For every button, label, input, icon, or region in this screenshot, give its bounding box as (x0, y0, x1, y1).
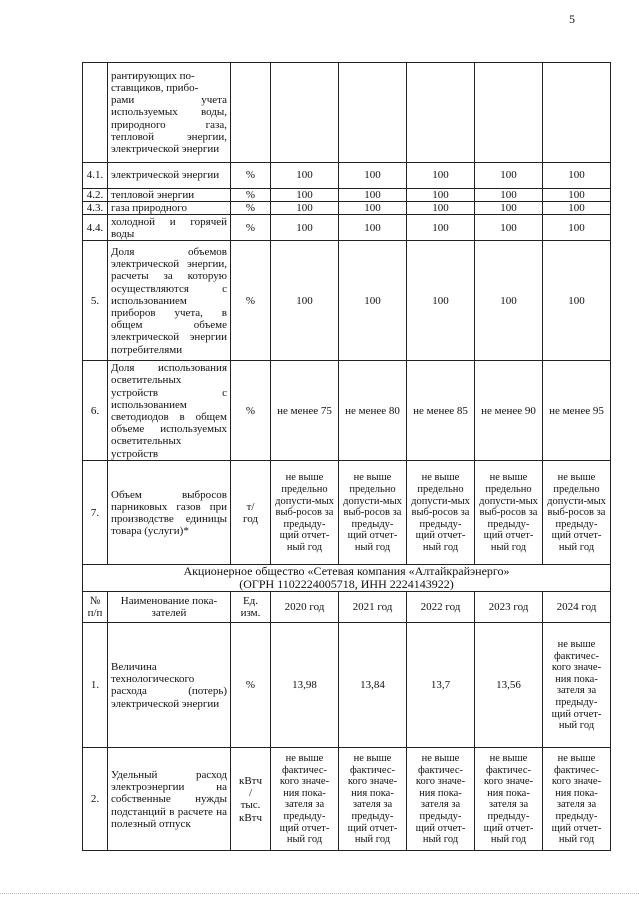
row-number: 6. (83, 361, 108, 461)
value-cell: не менее 90 (475, 361, 543, 461)
indicator-name: тепловой энергии (108, 189, 231, 202)
value-cell: 100 (271, 189, 339, 202)
value-cell: 100 (407, 163, 475, 189)
value-cell: 100 (543, 189, 611, 202)
table-row (83, 623, 611, 748)
page-number: 5 (569, 12, 575, 26)
page-edge (0, 893, 639, 894)
value-cell: не выше предельно допусти-мых выб-росов за предыду-щий отчет-ный год (475, 461, 543, 565)
value-cell (543, 63, 611, 163)
value-cell: 100 (475, 189, 543, 202)
value-cell: не выше предельно допусти-мых выб-росов за предыду-щий отчет-ный год (543, 461, 611, 565)
table-row (83, 461, 611, 565)
table-part-1 (83, 63, 611, 565)
value-cell: 100 (407, 189, 475, 202)
table-row (83, 215, 611, 241)
org-row (83, 565, 611, 592)
value-cell (475, 63, 543, 163)
table-row (83, 361, 611, 461)
value-cell: 13,84 (339, 623, 407, 748)
table-row (83, 189, 611, 202)
value-cell: 100 (271, 215, 339, 241)
row-number: 4.4. (83, 215, 108, 241)
table-part-2 (83, 623, 611, 851)
indicator-name: Доля использования осветительных устройств с использованием светодиодов в общем объеме используемых осветительных устройств (108, 361, 231, 461)
value-cell: 100 (543, 202, 611, 215)
value-cell: 100 (339, 163, 407, 189)
header-year-2022: 2022 год (407, 592, 475, 623)
indicator-name: холодной и горячей воды (108, 215, 231, 241)
value-cell: 100 (475, 215, 543, 241)
value-cell: не выше предельно допусти-мых выб-росов за предыду-щий отчет-ный год (407, 461, 475, 565)
table-row (83, 202, 611, 215)
value-cell: 13,7 (407, 623, 475, 748)
value-cell: не выше фактичес-кого значе-ния пока-зателя за предыду-щий отчет-ный год (475, 748, 543, 851)
value-cell: 100 (475, 163, 543, 189)
value-cell: не выше фактичес-кого значе-ния пока-зателя за предыду-щий отчет-ный год (407, 748, 475, 851)
unit-cell: % (231, 241, 271, 361)
value-cell: 100 (271, 163, 339, 189)
table-header-row (83, 592, 611, 623)
table-row (83, 748, 611, 851)
value-cell: 100 (271, 241, 339, 361)
value-cell: 100 (475, 202, 543, 215)
value-cell (339, 63, 407, 163)
value-cell: не выше фактичес-кого значе-ния пока-зателя за предыду-щий отчет-ный год (271, 748, 339, 851)
table-row (83, 241, 611, 361)
row-number: 2. (83, 748, 108, 851)
value-cell: 100 (475, 241, 543, 361)
value-cell: 100 (271, 202, 339, 215)
indicators-table (82, 62, 611, 851)
unit-cell: кВтч / тыс. кВтч (231, 748, 271, 851)
value-cell: 100 (339, 189, 407, 202)
indicator-name: Объем выбросов парниковых газов при производстве единицы товара (услуги)* (108, 461, 231, 565)
unit-cell: % (231, 163, 271, 189)
table-row (83, 63, 611, 163)
value-cell: 100 (339, 215, 407, 241)
unit-cell: % (231, 202, 271, 215)
value-cell: не выше фактичес-кого значе-ния пока-зателя за предыду-щий отчет-ный год (543, 748, 611, 851)
value-cell: не менее 95 (543, 361, 611, 461)
header-year-2023: 2023 год (475, 592, 543, 623)
unit-cell: % (231, 623, 271, 748)
row-number (83, 63, 108, 163)
value-cell (407, 63, 475, 163)
unit-cell: % (231, 361, 271, 461)
value-cell: не менее 75 (271, 361, 339, 461)
value-cell: 100 (543, 215, 611, 241)
value-cell: 100 (339, 202, 407, 215)
row-number: 4.2. (83, 189, 108, 202)
header-num: № п/п (83, 592, 108, 623)
row-number: 1. (83, 623, 108, 748)
org-ids: (ОГРН 1102224005718, ИНН 2224143922) (239, 577, 454, 592)
value-cell: 13,98 (271, 623, 339, 748)
row-number: 5. (83, 241, 108, 361)
value-cell: 100 (407, 215, 475, 241)
value-cell: 100 (543, 163, 611, 189)
indicator-name: Удельный расход электроэнергии на собственные нужды подстанций в расчете на полезный отпуск (108, 748, 231, 851)
value-cell: не менее 85 (407, 361, 475, 461)
unit-cell: % (231, 215, 271, 241)
indicator-name: электрической энергии (108, 163, 231, 189)
unit-cell: % (231, 189, 271, 202)
indicator-name: рантирующих по- ставщиков, прибо- рами учета используемых воды, природного газа, тепловой энергии, электрической энергии (108, 63, 231, 163)
header-year-2021: 2021 год (339, 592, 407, 623)
header-unit: Ед. изм. (231, 592, 271, 623)
indicator-name: газа природного (108, 202, 231, 215)
table-row (83, 163, 611, 189)
table-organization-section (83, 565, 611, 623)
value-cell: не выше фактичес-кого значе-ния пока-зателя за предыду-щий отчет-ный год (543, 623, 611, 748)
row-number: 4.1. (83, 163, 108, 189)
value-cell: 13,56 (475, 623, 543, 748)
value-cell (271, 63, 339, 163)
value-cell: не менее 80 (339, 361, 407, 461)
value-cell: не выше предельно допусти-мых выб-росов за предыду-щий отчет-ный год (339, 461, 407, 565)
indicator-name: Величина технологического расхода (потерь) электрической энергии (108, 623, 231, 748)
unit-cell (231, 63, 271, 163)
value-cell: 100 (339, 241, 407, 361)
org-name: Акционерное общество «Сетевая компания «Алтайкрайэнерго» (183, 564, 510, 579)
value-cell: не выше предельно допусти-мых выб-росов за предыду-щий отчет-ный год (271, 461, 339, 565)
row-number: 7. (83, 461, 108, 565)
value-cell: 100 (407, 202, 475, 215)
value-cell: 100 (407, 241, 475, 361)
header-name: Наименование пока- зателей (108, 592, 231, 623)
row-number: 4.3. (83, 202, 108, 215)
header-year-2024: 2024 год (543, 592, 611, 623)
value-cell: не выше фактичес-кого значе-ния пока-зателя за предыду-щий отчет-ный год (339, 748, 407, 851)
value-cell: 100 (543, 241, 611, 361)
header-year-2020: 2020 год (271, 592, 339, 623)
unit-cell: т/ год (231, 461, 271, 565)
indicator-name: Доля объемов электрической энергии, расчеты за которую осуществляются с использованием приборов учета, в общем объеме электрической энергии потребителями (108, 241, 231, 361)
